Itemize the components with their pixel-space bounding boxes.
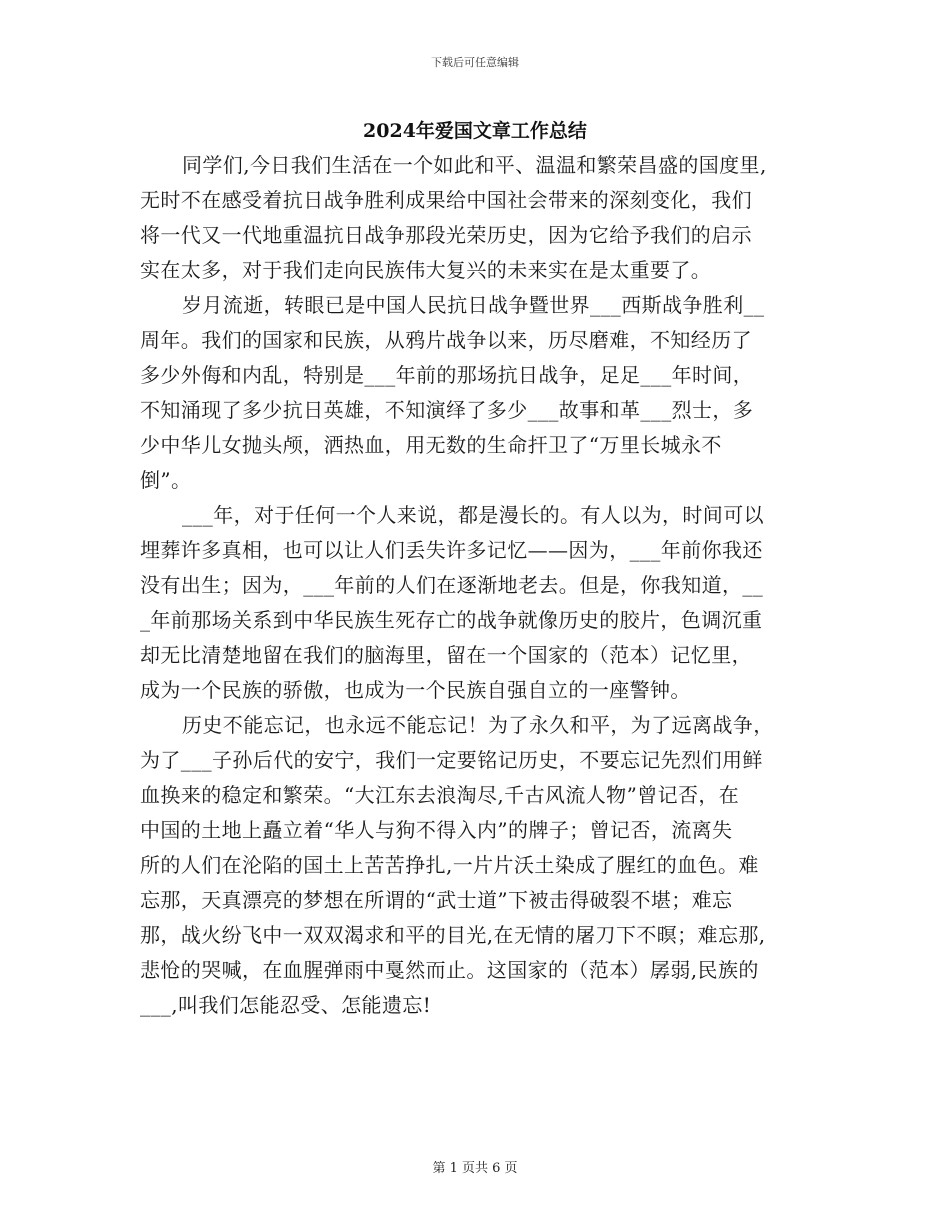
paragraph: [140, 288, 815, 498]
paragraph: [140, 708, 815, 1023]
text-line: 周年。我们的国家和民族，从鸦片战争以来，历尽磨难，不知经历了: [140, 328, 752, 352]
text-line: ___年，对于任何一个人来说，都是漫长的。有人以为，时间可以: [182, 503, 764, 527]
paragraph: [140, 498, 815, 708]
text-line: 实在太多，对于我们走向民族伟大复兴的未来实在是太重要了。: [140, 258, 712, 282]
text-line: 同学们,今日我们生活在一个如此和平、温温和繁荣昌盛的国度里,: [182, 153, 767, 177]
text-line: 忘那，天真漂亮的梦想在所谓的“武士道”下被击得破裂不堪；难忘: [140, 888, 733, 912]
text-line: 中国的土地上矗立着“华人与狗不得入内”的牌子；曾记否，流离失: [140, 818, 733, 842]
text-line: 埋葬许多真相，也可以让人们丢失许多记忆——因为，___年前你我还: [140, 538, 763, 562]
text-line: 成为一个民族的骄傲，也成为一个民族自强自立的一座警钟。: [140, 678, 691, 702]
page-footer: 第 1 页共 6 页: [432, 1161, 518, 1176]
paragraph: [140, 148, 815, 288]
text-line: 没有出生；因为，___年前的人们在逐渐地老去。但是，你我知道，__: [140, 573, 764, 597]
text-line: 少中华儿女抛头颅，洒热血，用无数的生命扞卫了“万里长城永不: [140, 433, 722, 457]
text-line: ___,叫我们怎能忍受、怎能遗忘!: [140, 993, 432, 1017]
text-line: 那，战火纷飞中一双双渴求和平的目光,在无情的屠刀下不暝；难忘那,: [140, 923, 766, 947]
text-line: 不知涌现了多少抗日英雄，不知演绎了多少___故事和革___烈士，多: [140, 398, 754, 422]
document-body: [140, 148, 815, 1023]
page-header-note: 下载后可任意编辑: [431, 56, 519, 69]
text-line: 将一代又一代地重温抗日战争那段光荣历史，因为它给予我们的启示: [140, 223, 752, 247]
text-line: 血换来的稳定和繁荣。“大江东去浪淘尽,千古风流人物”曾记否，在: [140, 783, 740, 807]
document-title: 2024年爱国文章工作总结: [363, 120, 587, 142]
text-line: 倒”。: [140, 468, 192, 492]
text-line: 岁月流逝，转眼已是中国人民抗日战争暨世界___西斯战争胜利__: [182, 293, 765, 317]
text-line: 多少外侮和内乱，特别是___年前的那场抗日战争，足足___年时间，: [140, 363, 754, 387]
text-line: 所的人们在沦陷的国土上苦苦挣扎,一片片沃土染成了腥红的血色。难: [140, 853, 759, 877]
text-line: 为了___子孙后代的安宁，我们一定要铭记历史，不要忘记先烈们用鲜: [140, 748, 763, 772]
text-line: 历史不能忘记，也永远不能忘记！为了永久和平，为了远离战争，: [182, 713, 774, 737]
text-line: 却无比清楚地留在我们的脑海里，留在一个国家的（范本）记忆里，: [140, 643, 752, 667]
text-line: 无时不在感受着抗日战争胜利成果给中国社会带来的深刻变化，我们: [140, 188, 752, 212]
text-line: 悲怆的哭喊，在血腥弹雨中戛然而止。这国家的（范本）孱弱,民族的: [140, 958, 759, 982]
text-line: _年前那场关系到中华民族生死存亡的战争就像历史的胶片，色调沉重: [140, 608, 763, 632]
